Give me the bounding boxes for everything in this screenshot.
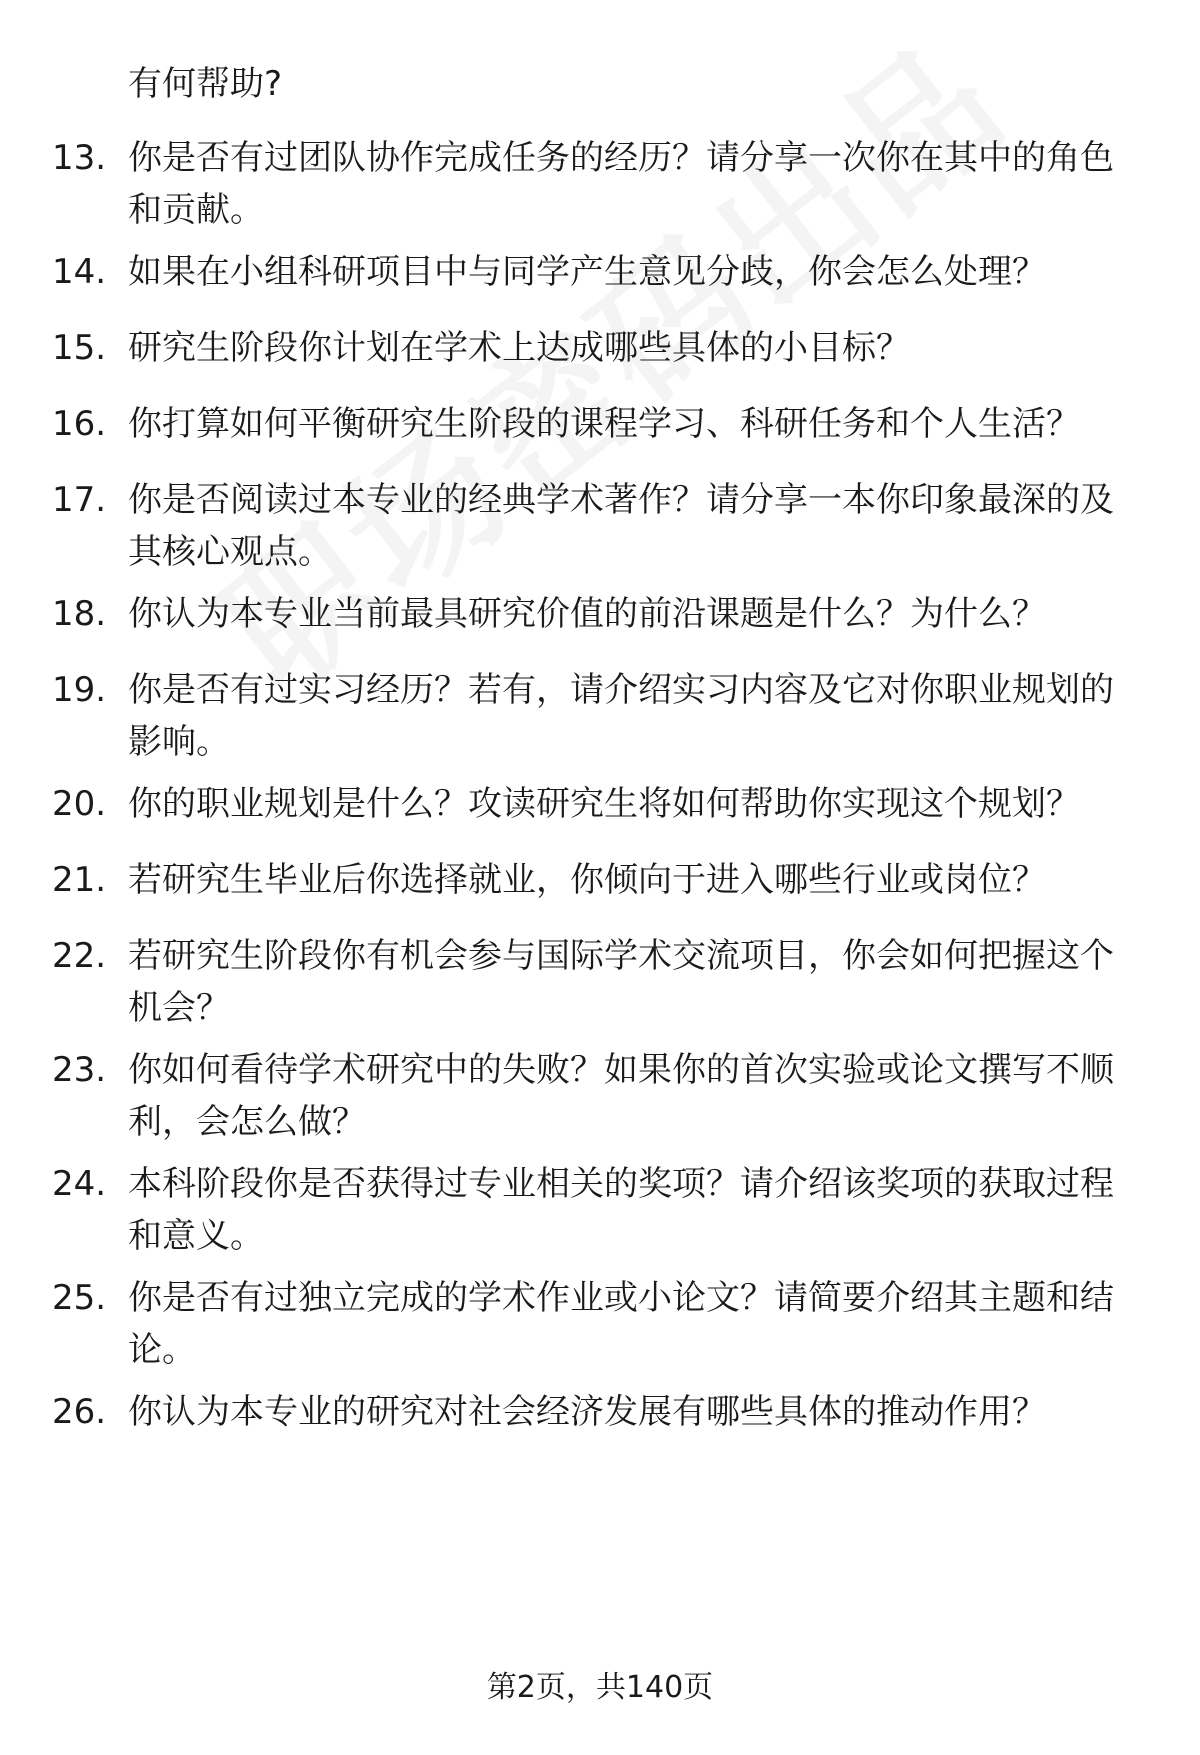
question-text: 你的职业规划是什么？攻读研究生将如何帮助你实现这个规划？ [128, 784, 1080, 824]
question-text: 若研究生毕业后你选择就业，你倾向于进入哪些行业或岗位？ [128, 860, 1046, 900]
question-text: 你是否有过实习经历？若有，请介绍实习内容及它对你职业规划的影响。 [128, 670, 1114, 762]
question-number: 21. [52, 860, 107, 900]
question-text: 你认为本专业的研究对社会经济发展有哪些具体的推动作用？ [128, 1392, 1046, 1432]
question-text: 你是否阅读过本专业的经典学术著作？请分享一本你印象最深的及其核心观点。 [128, 480, 1114, 572]
question-number: 16. [52, 404, 107, 444]
question-number: 25. [52, 1278, 107, 1318]
question-number: 18. [52, 594, 107, 634]
question-text: 若研究生阶段你有机会参与国际学术交流项目，你会如何把握这个机会？ [128, 936, 1114, 1028]
question-text: 你认为本专业当前最具研究价值的前沿课题是什么？为什么？ [128, 594, 1046, 634]
question-number: 26. [52, 1392, 107, 1432]
question-number: 17. [52, 480, 107, 520]
question-text: 你是否有过团队协作完成任务的经历？请分享一次你在其中的角色和贡献。 [128, 138, 1114, 230]
question-text: 你如何看待学术研究中的失败？如果你的首次实验或论文撰写不顺利，会怎么做？ [128, 1050, 1114, 1142]
question-text: 本科阶段你是否获得过专业相关的奖项？请介绍该奖项的获取过程和意义。 [128, 1164, 1114, 1256]
question-number: 20. [52, 784, 107, 824]
question-number: 15. [52, 328, 107, 368]
question-text: 如果在小组科研项目中与同学产生意见分歧，你会怎么处理？ [128, 252, 1046, 292]
question-number: 14. [52, 252, 107, 292]
question-text: 你是否有过独立完成的学术作业或小论文？请简要介绍其主题和结论。 [128, 1278, 1114, 1370]
question-number: 13. [52, 138, 107, 178]
continued-question-text: 有何帮助? [128, 64, 283, 104]
question-text: 你打算如何平衡研究生阶段的课程学习、科研任务和个人生活？ [128, 404, 1080, 444]
question-text: 研究生阶段你计划在学术上达成哪些具体的小目标？ [128, 328, 910, 368]
question-number: 19. [52, 670, 107, 710]
question-number: 22. [52, 936, 107, 976]
page-footer: 第2页，共140页 [486, 1670, 714, 1705]
question-number: 24. [52, 1164, 107, 1204]
question-number: 23. [52, 1050, 107, 1090]
